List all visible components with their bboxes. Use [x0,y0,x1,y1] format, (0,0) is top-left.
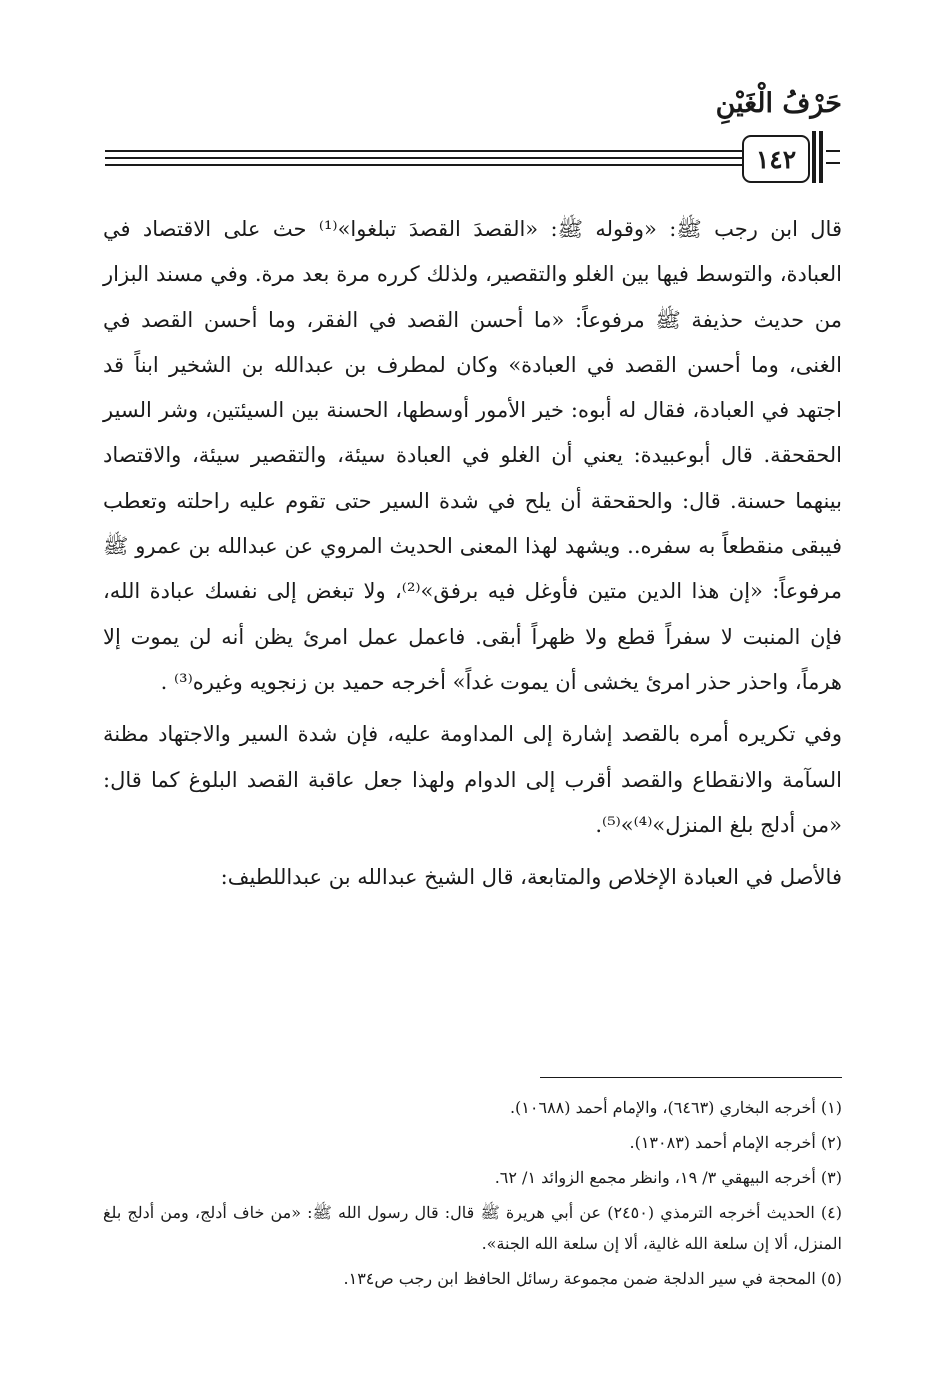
header-rule [105,150,742,152]
header-rule [105,164,742,166]
header-ornament-equals [826,150,840,164]
body-text [103,207,842,907]
footnote-separator [540,1077,842,1078]
footnote: (٥) المحجة في سير الدلجة ضمن مجموعة رسائل الحافظ ابن رجب ص١٣٤. [343,1269,842,1288]
body-paragraph: قال ابن رجب ﷺ: «وقوله ﷺ: «القصدَ القصدَ تبلغوا»⁽¹⁾ حث على الاقتصاد في العبادة، والتوسط فيها بين الغلو والتقصير، ولذلك كرره مرة بعد مرة. وفي مسند البزار من حديث حذيفة ﷺ مرفوعاً: «ما أحسن القصد في الفقر، وما أحسن القصد في الغنى، وما أحسن القصد في العبادة» وكان لمطرف بن عبدالله بن الشخير ابناً قد اجتهد في العبادة، فقال له أبوه: خير الأمور أوسطها، الحسنة بين السيئتين، وشر السير الحقحقة. قال أبوعبيدة: يعني أن الغلو في العبادة سيئة، والتقصير سيئة، والاقتصاد بينهما حسنة. قال: والحقحقة أن يلح في شدة السير حتى تقوم عليه راحلته وتعطب فيبقى منقطعاً به سفره.. ويشهد لهذا المعنى الحديث المروي عن عبدالله بن عمرو ﷺ مرفوعاً: «إن هذا الدين متين فأوغل فيه برفق»⁽²⁾، ولا تبغض إلى نفسك عبادة الله، فإن المنبت لا سفراً قطع ولا ظهراً أبقى. فاعمل عمل امرئ يظن أنه لن يموت إلا هرماً، واحذر حذر امرئ يخشى أن يموت غداً» أخرجه حميد بن زنجويه وغيره⁽³⁾ . [103,217,843,694]
header-ornament-bar [812,131,816,183]
footnotes [103,1092,842,1298]
body-paragraph: فالأصل في العبادة الإخلاص والمتابعة، قال الشيخ عبدالله بن عبداللطيف: [220,865,842,890]
header-rule [105,157,742,159]
footnote: (٣) أخرجه البيهقي ٣/ ١٩، وانظر مجمع الزوائد ١/ ٦٢. [494,1168,842,1187]
footnote: (٢) أخرجه الإمام أحمد (١٣٠٨٣). [629,1133,842,1152]
body-paragraph: وفي تكريره أمره بالقصد إشارة إلى المداومة عليه، فإن شدة السير والاجتهاد مظنة السآمة والانقطاع والقصد أقرب إلى الدوام ولهذا جعل عاقبة القصد البلوغ كما قال: «من أدلج بلغ المنزل»⁽⁴⁾»⁽⁵⁾. [103,722,842,837]
footnote: (١) أخرجه البخاري (٦٤٦٣)، والإمام أحمد (١٠٦٨٨). [509,1098,842,1117]
footnote: (٤) الحديث أخرجه الترمذي (٢٤٥٠) عن أبي هريرة ﷺ قال: قال رسول الله ﷺ: «من خاف أدلج، ومن أدلج بلغ المنزل، ألا إن سلعة الله غالية، ألا إن سلعة الله الجنة». [103,1203,843,1253]
page-number: ١٤٢ [742,135,810,183]
chapter-title: حَرْفُ الْغَيْنِ [715,88,842,119]
header-ornament-bar [819,131,823,183]
